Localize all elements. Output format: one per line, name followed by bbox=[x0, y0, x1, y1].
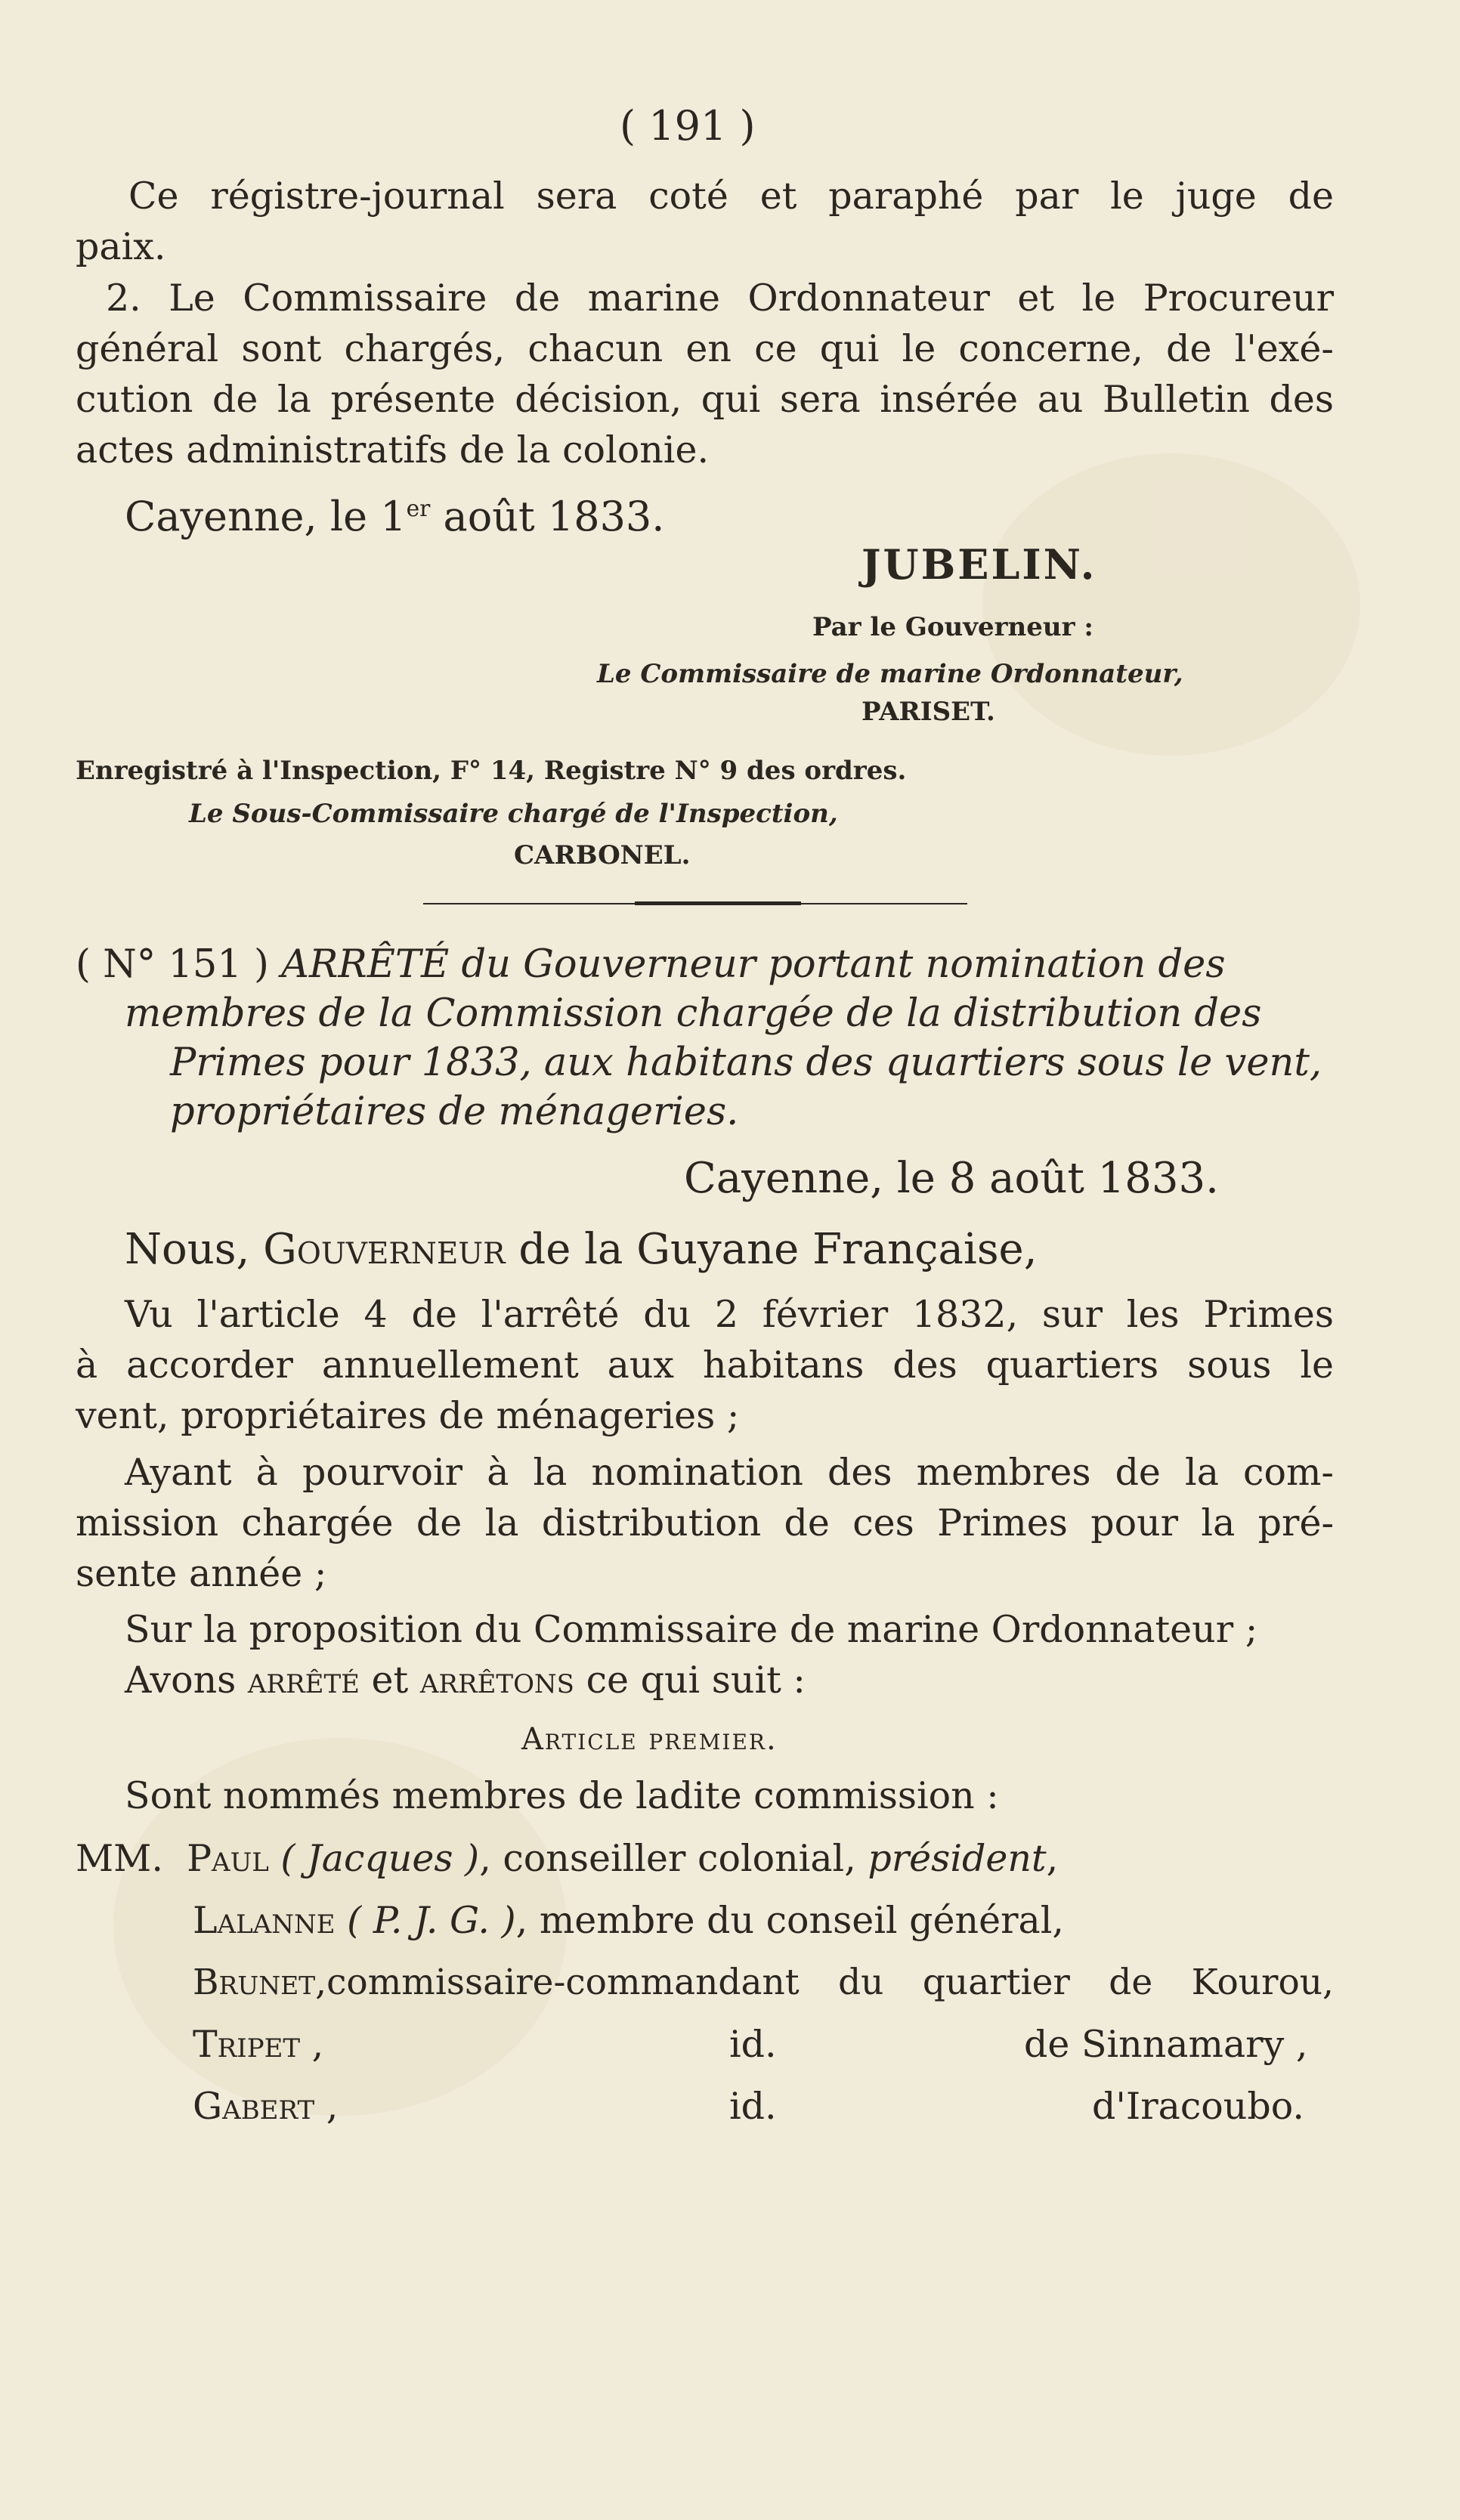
body-line: mission chargée de la distribution de ces Primes pour la pré- bbox=[76, 1501, 1334, 1544]
body-line: vent, propriétaires de ménageries ; bbox=[76, 1394, 740, 1437]
body-line: Sont nommés membres de ladite commission : bbox=[125, 1774, 999, 1817]
member-place: d'Iracoubo. bbox=[1092, 2085, 1304, 2128]
commissioner-name: PARISET. bbox=[861, 697, 995, 727]
arrete-date: Cayenne, le 8 août 1833. bbox=[684, 1154, 1219, 1203]
article-heading: Article premier. bbox=[521, 1722, 778, 1757]
arrete-heading-line: Primes pour 1833, aux habitans des quartiers sous le vent, bbox=[170, 1040, 1322, 1085]
arrete-heading-line: propriétaires de ménageries. bbox=[170, 1090, 739, 1134]
body-line: actes administratifs de la colonie. bbox=[76, 428, 710, 472]
avons-line: Avons arrêté et arrêtons ce qui suit : bbox=[125, 1659, 806, 1702]
inspection-title: Le Sous-Commissaire chargé de l'Inspection, bbox=[189, 799, 838, 829]
body-line: paix. bbox=[76, 225, 166, 268]
page-number: ( 191 ) bbox=[620, 102, 756, 150]
inspector-name: CARBONEL. bbox=[514, 840, 691, 870]
by-governor: Par le Gouverneur : bbox=[812, 612, 1093, 642]
body-line: cution de la présente décision, qui sera insérée au Bulletin des bbox=[76, 378, 1334, 421]
member-row: MM. Paul ( Jacques ), conseiller colonial, président, bbox=[76, 1837, 1059, 1880]
member-id: id. bbox=[729, 2023, 777, 2066]
member-row: Brunet,commissaire-commandant du quartier de Kourou, bbox=[193, 1962, 1334, 2003]
member-id: id. bbox=[729, 2085, 777, 2128]
registration-line: Enregistré à l'Inspection, F° 14, Registre N° 9 des ordres. bbox=[76, 756, 907, 786]
member-row: Lalanne ( P. J. G. ), membre du conseil général, bbox=[193, 1899, 1064, 1942]
body-line: 2. Le Commissaire de marine Ordonnateur et le Procureur bbox=[106, 277, 1334, 320]
body-line: général sont chargés, chacun en ce qui le concerne, de l'exé- bbox=[76, 327, 1334, 370]
commissioner-title: Le Commissaire de marine Ordonnateur, bbox=[597, 659, 1183, 689]
separator-rule-thick bbox=[635, 901, 801, 905]
member-row: Tripet , bbox=[193, 2023, 324, 2066]
body-line: Ayant à pourvoir à la nomination des membres de la com- bbox=[125, 1451, 1334, 1494]
signature-name: JUBELIN. bbox=[861, 540, 1097, 589]
body-line: sente année ; bbox=[76, 1552, 327, 1595]
body-line: Ce régistre-journal sera coté et paraphé par le juge de bbox=[128, 175, 1334, 218]
date-line: Cayenne, le 1er août 1833. bbox=[125, 493, 665, 540]
member-row: Gabert , bbox=[193, 2085, 339, 2128]
arrete-heading-line: membres de la Commission chargée de la distribution des bbox=[125, 991, 1262, 1036]
body-line: Sur la proposition du Commissaire de marine Ordonnateur ; bbox=[125, 1608, 1258, 1651]
member-place: de Sinnamary , bbox=[1024, 2023, 1308, 2066]
governor-line: Nous, Gouverneur de la Guyane Française, bbox=[125, 1225, 1038, 1274]
arrete-heading: ( N° 151 ) ARRÊTÉ du Gouverneur portant nomination des bbox=[76, 942, 1226, 987]
paper-stain bbox=[982, 453, 1360, 756]
body-line: Vu l'article 4 de l'arrêté du 2 février 1832, sur les Primes bbox=[125, 1293, 1334, 1336]
body-line: à accorder annuellement aux habitans des quartiers sous le bbox=[76, 1343, 1334, 1387]
